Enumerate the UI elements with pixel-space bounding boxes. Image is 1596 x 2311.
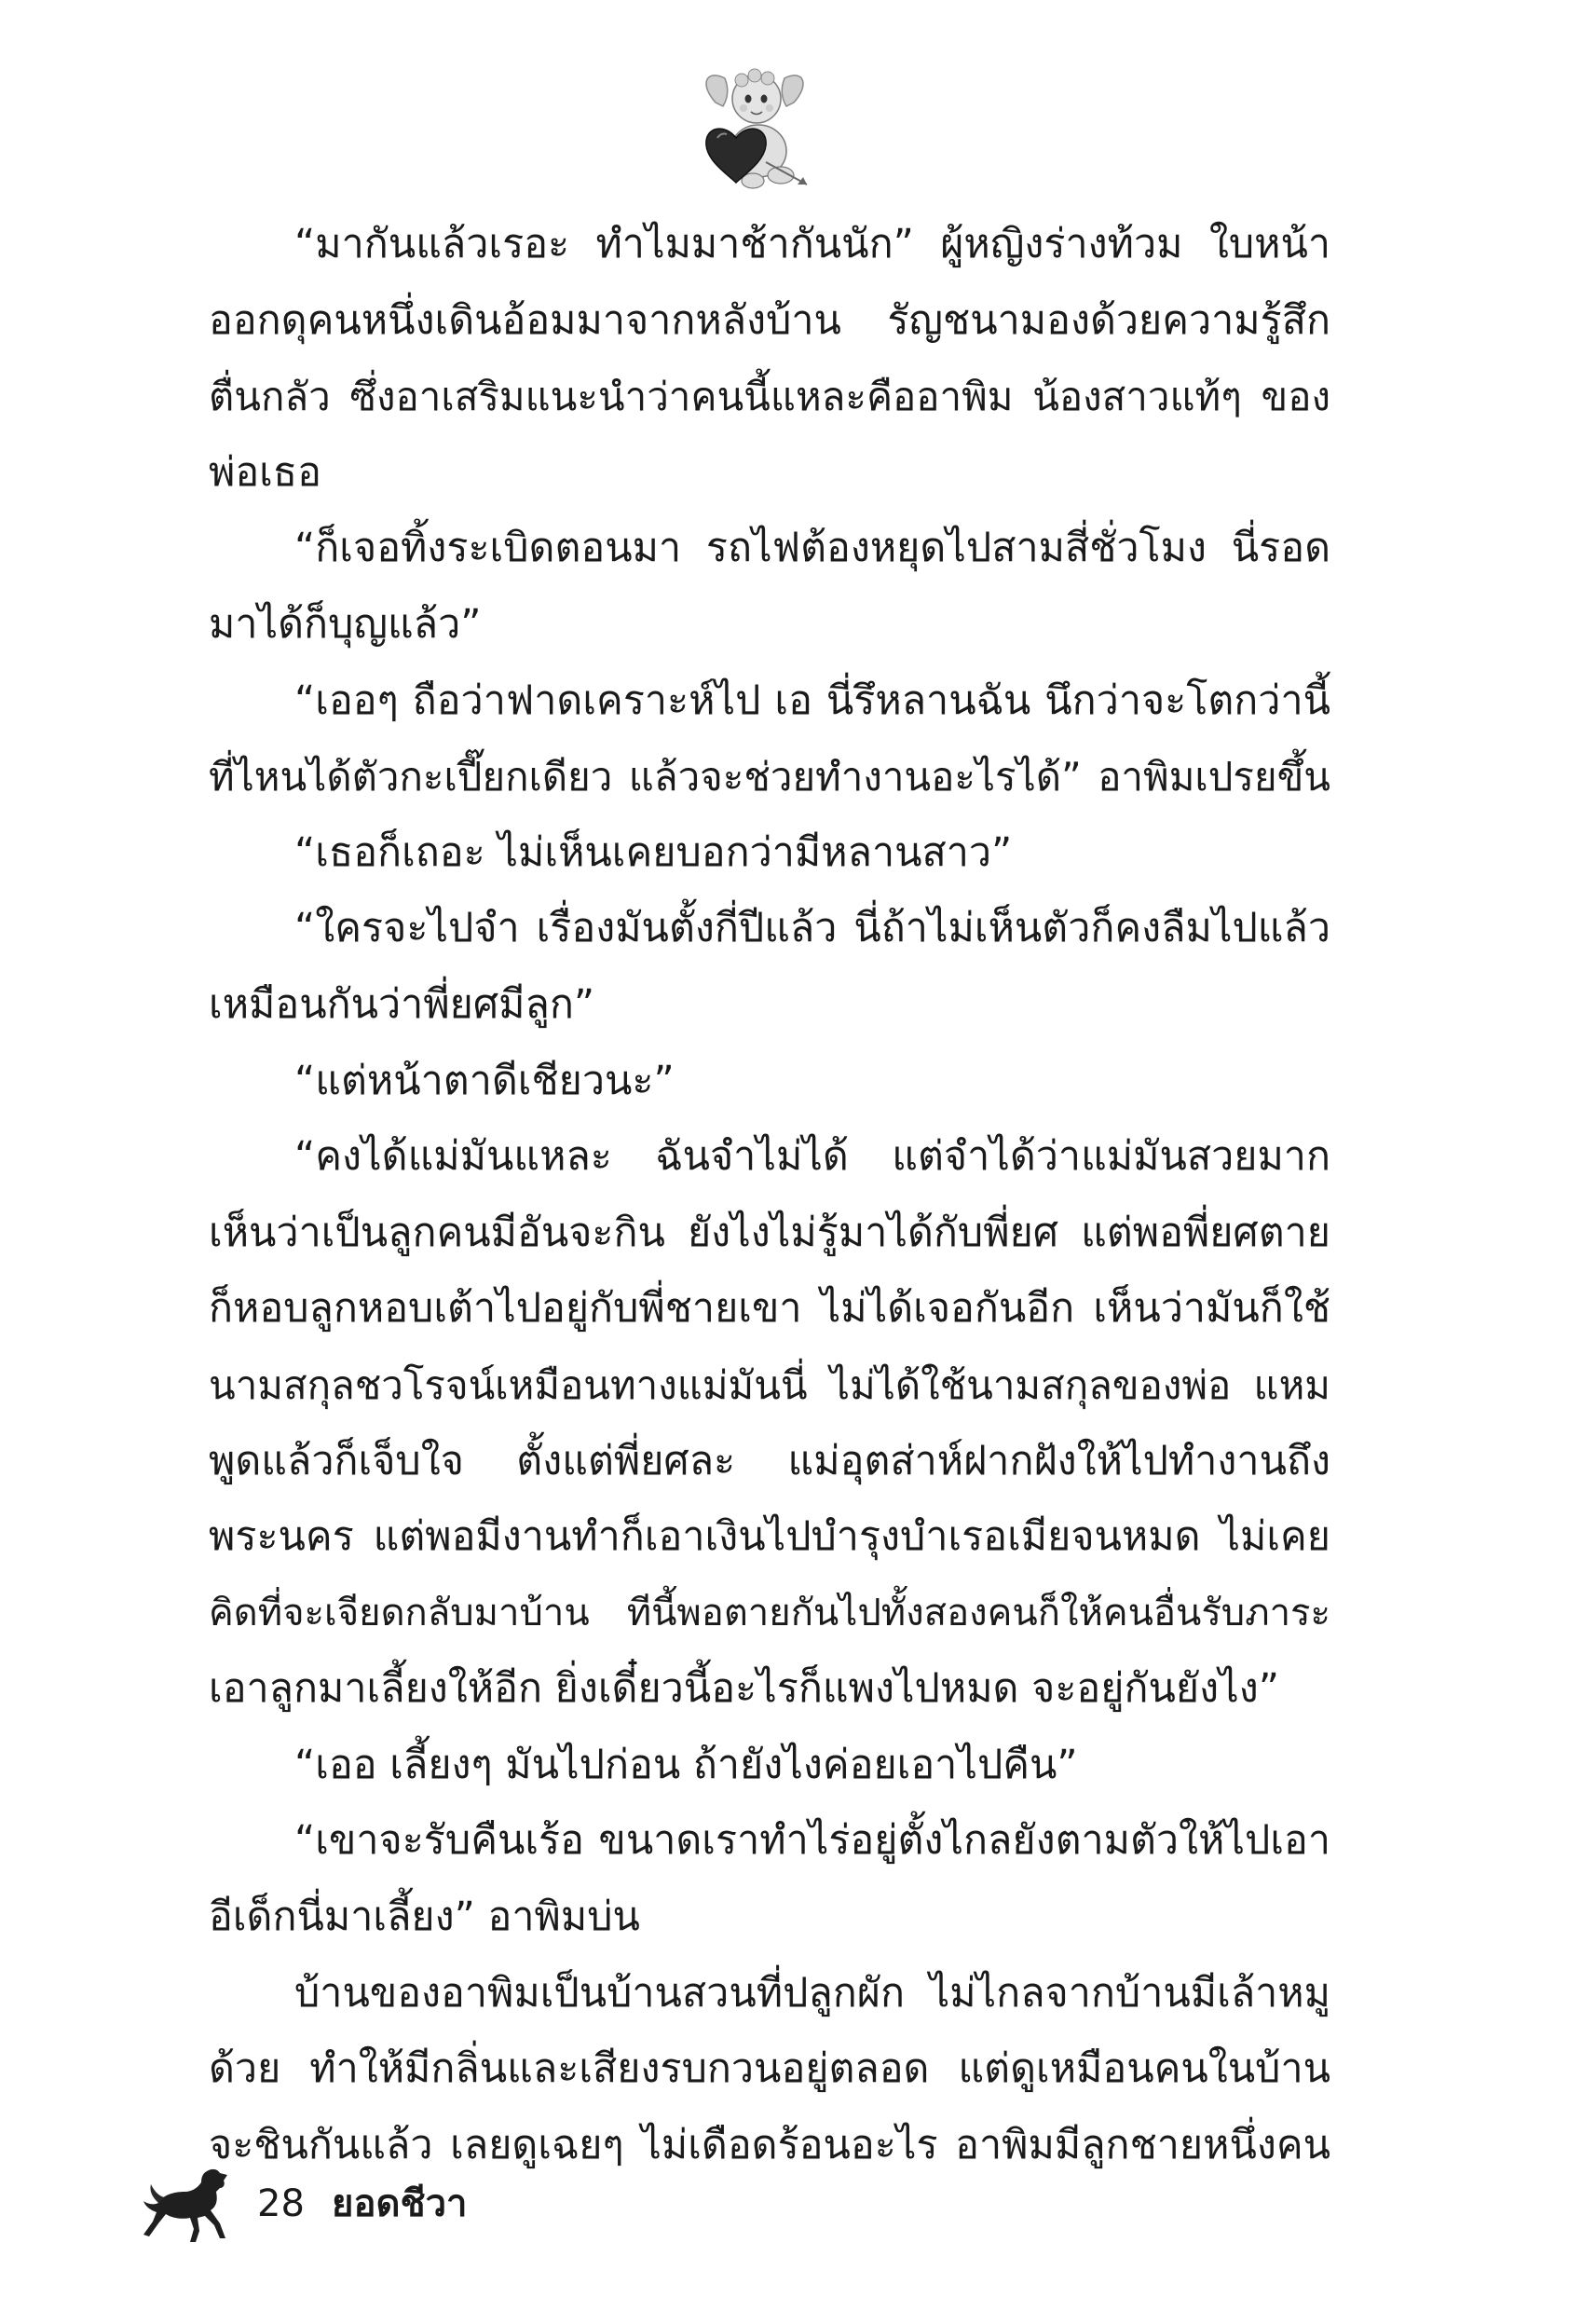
page-footer [142, 2164, 701, 2244]
text-line: “ก็เจอทิ้งระเบิดตอนมา รถไฟต้องหยุดไปสามสี่ชั่วโมง นี่รอด [294, 525, 1330, 572]
text-line: ด้วย ทำให้มีกลิ่นและเสียงรบกวนอยู่ตลอด แต่ดูเหมือนคนในบ้าน [209, 2045, 1330, 2093]
text-line: คิดที่จะเจียดกลับมาบ้าน ทีนี้พอตายกันไปทั้งสองคนก็ให้คนอื่นรับภาระ [209, 1591, 1330, 1634]
text-line: “เออๆ ถือว่าฟาดเคราะห์ไป เอ นี่รึหลานฉัน นึกว่าจะโตกว่านี้ [294, 677, 1330, 724]
text-line: จะชินกันแล้ว เลยดูเฉยๆ ไม่เดือดร้อนอะไร อาพิมมีลูกชายหนึ่งคน [209, 2121, 1330, 2168]
text-line: พูดแล้วก็เจ็บใจ ตั้งแต่พี่ยศละ แม่อุตส่าห์ฝากฝังให้ไปทำงานถึง [209, 1437, 1330, 1484]
text-line: พระนคร แต่พอมีงานทำก็เอาเงินไปบำรุงบำเรอเมียจนหมด ไม่เคย [209, 1513, 1330, 1561]
text-line: บ้านของอาพิมเป็นบ้านสวนที่ปลูกผัก ไม่ไกลจากบ้านมีเล้าหมู [294, 1969, 1330, 2017]
text-line: อีเด็กนี่มาเลี้ยง” อาพิมบ่น [209, 1894, 640, 1941]
text-line: เห็นว่าเป็นลูกคนมีอันจะกิน ยังไงไม่รู้มาได้กับพี่ยศ แต่พอพี่ยศตาย [209, 1209, 1330, 1256]
text-line: พ่อเธอ [209, 448, 321, 496]
text-line: “แต่หน้าตาดีเชียวนะ” [294, 1057, 675, 1104]
cupid-with-heart-icon [697, 65, 812, 190]
text-line: เหมือนกันว่าพี่ยศมีลูก” [209, 980, 595, 1028]
text-line: ก็หอบลูกหอบเต้าไปอยู่กับพี่ชายเขา ไม่ได้เจอกันอีก เห็นว่ามันก็ใช้ [209, 1285, 1330, 1333]
story-body [209, 207, 1330, 2183]
text-line: เอาลูกมาเลี้ยงให้อีก ยิ่งเดี๋ยวนี้อะไรก็แพงไปหมด จะอยู่กันยังไง” [209, 1665, 1279, 1713]
galloping-horse-icon [142, 2164, 233, 2244]
text-line: “เธอก็เถอะ ไม่เห็นเคยบอกว่ามีหลานสาว” [294, 828, 1013, 876]
text-line: “เขาจะรับคืนเร้อ ขนาดเราทำไร่อยู่ตั้งไกลยังตามตัวให้ไปเอา [294, 1817, 1330, 1865]
text-line: นามสกุลชวโรจน์เหมือนทางแม่มันนี่ ไม่ได้ใช้นามสกุลของพ่อ แหม [209, 1361, 1330, 1408]
text-line: “คงได้แม่มันแหละ ฉันจำไม่ได้ แต่จำได้ว่าแม่มันสวยมาก [294, 1133, 1330, 1181]
text-line: ออกดุคนหนึ่งเดินอ้อมมาจากหลังบ้าน รัญชนามองด้วยความรู้สึก [209, 296, 1330, 344]
text-line: “เออ เลี้ยงๆ มันไปก่อน ถ้ายังไงค่อยเอาไปคืน” [294, 1741, 1078, 1788]
book-title: ยอดชีวา [332, 2182, 468, 2225]
text-line: มาได้ก็บุญแล้ว” [209, 600, 482, 648]
text-line: ที่ไหนได้ตัวกะเปี๊ยกเดียว แล้วจะช่วยทำงานอะไรได้” อาพิมเปรยขึ้น [209, 754, 1330, 800]
text-line: “ใครจะไปจำ เรื่องมันตั้งกี่ปีแล้ว นี่ถ้าไม่เห็นตัวก็คงลืมไปแล้ว [294, 905, 1330, 952]
text-line: “มากันแล้วเรอะ ทำไมมาช้ากันนัก” ผู้หญิงร่างท้วม ใบหน้า [294, 221, 1330, 267]
text-line: ตื่นกลัว ซึ่งอาเสริมแนะนำว่าคนนี้แหละคืออาพิม น้องสาวแท้ๆ ของ [209, 374, 1330, 420]
page-number: 28 [257, 2182, 305, 2225]
